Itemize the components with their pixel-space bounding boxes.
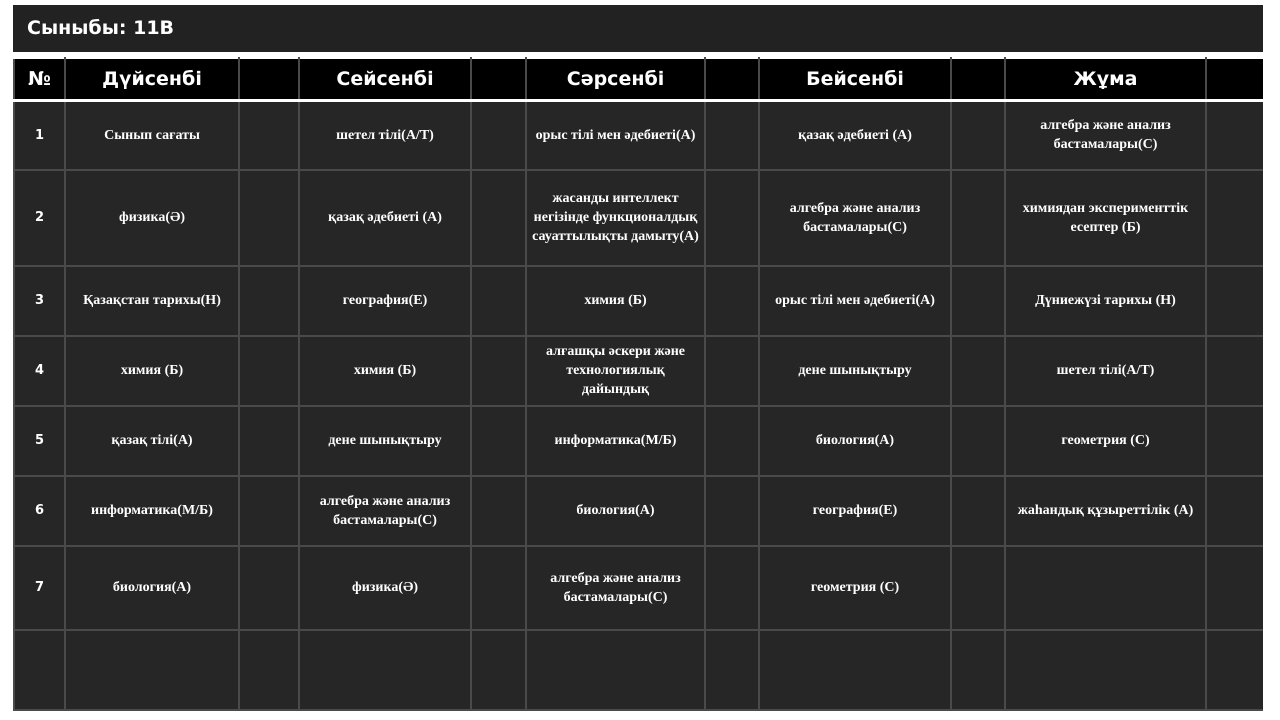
- lesson-wednesday: орыс тілі мен әдебиеті(А): [526, 101, 705, 170]
- lesson-wednesday: [526, 630, 705, 710]
- lesson-row: [14, 630, 1263, 710]
- cell-gap: [705, 406, 759, 476]
- lesson-monday: Қазақстан тарихы(Н): [65, 266, 239, 336]
- lesson-tuesday: алгебра және анализ бастамалары(С): [299, 476, 471, 546]
- lesson-wednesday: биология(А): [526, 476, 705, 546]
- header-tuesday: Сейсенбі: [299, 58, 471, 101]
- cell-gap: [705, 266, 759, 336]
- cell-gap: [1206, 546, 1263, 630]
- header-monday: Дүйсенбі: [65, 58, 239, 101]
- lesson-thursday: алгебра және анализ бастамалары(С): [759, 170, 951, 266]
- lesson-wednesday: алгебра және анализ бастамалары(С): [526, 546, 705, 630]
- lesson-monday: Сынып сағаты: [65, 101, 239, 170]
- cell-gap: [951, 630, 1005, 710]
- lesson-wednesday: информатика(М/Б): [526, 406, 705, 476]
- lesson-thursday: дене шынықтыру: [759, 336, 951, 406]
- lesson-wednesday: химия (Б): [526, 266, 705, 336]
- header-row: [14, 58, 1263, 101]
- lesson-tuesday: [299, 630, 471, 710]
- lesson-tuesday: дене шынықтыру: [299, 406, 471, 476]
- lesson-monday: қазақ тілі(А): [65, 406, 239, 476]
- lesson-number: 4: [14, 336, 65, 406]
- lesson-friday: химиядан эксперименттік есептер (Б): [1005, 170, 1206, 266]
- lesson-friday: геометрия (С): [1005, 406, 1206, 476]
- cell-gap: [471, 336, 526, 406]
- cell-gap: [239, 170, 299, 266]
- cell-gap: [705, 101, 759, 170]
- lesson-friday: шетел тілі(А/Т): [1005, 336, 1206, 406]
- cell-gap: [471, 101, 526, 170]
- cell-gap: [705, 630, 759, 710]
- cell-gap: [1206, 266, 1263, 336]
- lesson-row: [14, 476, 1263, 546]
- lesson-thursday: биология(А): [759, 406, 951, 476]
- lesson-thursday: география(Е): [759, 476, 951, 546]
- lesson-row: [14, 546, 1263, 630]
- header-spacer: [1206, 58, 1263, 101]
- cell-gap: [239, 266, 299, 336]
- cell-gap: [239, 476, 299, 546]
- cell-gap: [705, 336, 759, 406]
- cell-gap: [951, 336, 1005, 406]
- lesson-number: 1: [14, 101, 65, 170]
- cell-gap: [705, 476, 759, 546]
- lesson-tuesday: қазақ әдебиеті (А): [299, 170, 471, 266]
- header-spacer: [239, 58, 299, 101]
- header-thursday: Бейсенбі: [759, 58, 951, 101]
- cell-gap: [1206, 170, 1263, 266]
- cell-gap: [471, 406, 526, 476]
- lesson-tuesday: шетел тілі(А/Т): [299, 101, 471, 170]
- lesson-row: [14, 101, 1263, 170]
- lesson-thursday: орыс тілі мен әдебиеті(А): [759, 266, 951, 336]
- cell-gap: [471, 170, 526, 266]
- cell-gap: [239, 630, 299, 710]
- lesson-tuesday: география(Е): [299, 266, 471, 336]
- cell-gap: [471, 266, 526, 336]
- lesson-row: [14, 406, 1263, 476]
- lesson-number: 2: [14, 170, 65, 266]
- class-title: Сыныбы: 11B: [13, 5, 1263, 52]
- cell-gap: [951, 101, 1005, 170]
- header-number: №: [14, 58, 65, 101]
- header-friday: Жұма: [1005, 58, 1206, 101]
- cell-gap: [1206, 336, 1263, 406]
- cell-gap: [1206, 406, 1263, 476]
- lesson-number: 6: [14, 476, 65, 546]
- lesson-thursday: геометрия (С): [759, 546, 951, 630]
- timetable: [13, 57, 1263, 711]
- cell-gap: [239, 406, 299, 476]
- lesson-tuesday: физика(Ә): [299, 546, 471, 630]
- schedule-frame: [13, 5, 1263, 720]
- lesson-wednesday: жасанды интеллект негізінде функционалдық сауаттылықты дамыту(А): [526, 170, 705, 266]
- lesson-monday: химия (Б): [65, 336, 239, 406]
- lesson-row: [14, 336, 1263, 406]
- lesson-friday: [1005, 546, 1206, 630]
- cell-gap: [239, 546, 299, 630]
- header-wednesday: Сәрсенбі: [526, 58, 705, 101]
- lesson-number: 5: [14, 406, 65, 476]
- lesson-wednesday: алғашқы әскери және технологиялық дайындық: [526, 336, 705, 406]
- cell-gap: [951, 476, 1005, 546]
- cell-gap: [471, 630, 526, 710]
- lesson-row: [14, 266, 1263, 336]
- header-spacer: [471, 58, 526, 101]
- cell-gap: [705, 546, 759, 630]
- cell-gap: [951, 266, 1005, 336]
- cell-gap: [951, 170, 1005, 266]
- cell-gap: [1206, 476, 1263, 546]
- cell-gap: [239, 336, 299, 406]
- lesson-row: [14, 170, 1263, 266]
- lesson-friday: алгебра және анализ бастамалары(С): [1005, 101, 1206, 170]
- lesson-monday: биология(А): [65, 546, 239, 630]
- lesson-friday: жаһандық құзыреттілік (А): [1005, 476, 1206, 546]
- lesson-thursday: қазақ әдебиеті (А): [759, 101, 951, 170]
- cell-gap: [239, 101, 299, 170]
- cell-gap: [471, 476, 526, 546]
- lesson-monday: физика(Ә): [65, 170, 239, 266]
- lesson-tuesday: химия (Б): [299, 336, 471, 406]
- cell-gap: [705, 170, 759, 266]
- lesson-friday: [1005, 630, 1206, 710]
- lesson-friday: Дүниежүзі тарихы (Н): [1005, 266, 1206, 336]
- header-spacer: [951, 58, 1005, 101]
- cell-gap: [951, 546, 1005, 630]
- lesson-monday: [65, 630, 239, 710]
- lesson-number: 3: [14, 266, 65, 336]
- cell-gap: [1206, 101, 1263, 170]
- lesson-monday: информатика(М/Б): [65, 476, 239, 546]
- lesson-thursday: [759, 630, 951, 710]
- lesson-number: 7: [14, 546, 65, 630]
- cell-gap: [471, 546, 526, 630]
- lesson-number: [14, 630, 65, 710]
- header-spacer: [705, 58, 759, 101]
- cell-gap: [1206, 630, 1263, 710]
- cell-gap: [951, 406, 1005, 476]
